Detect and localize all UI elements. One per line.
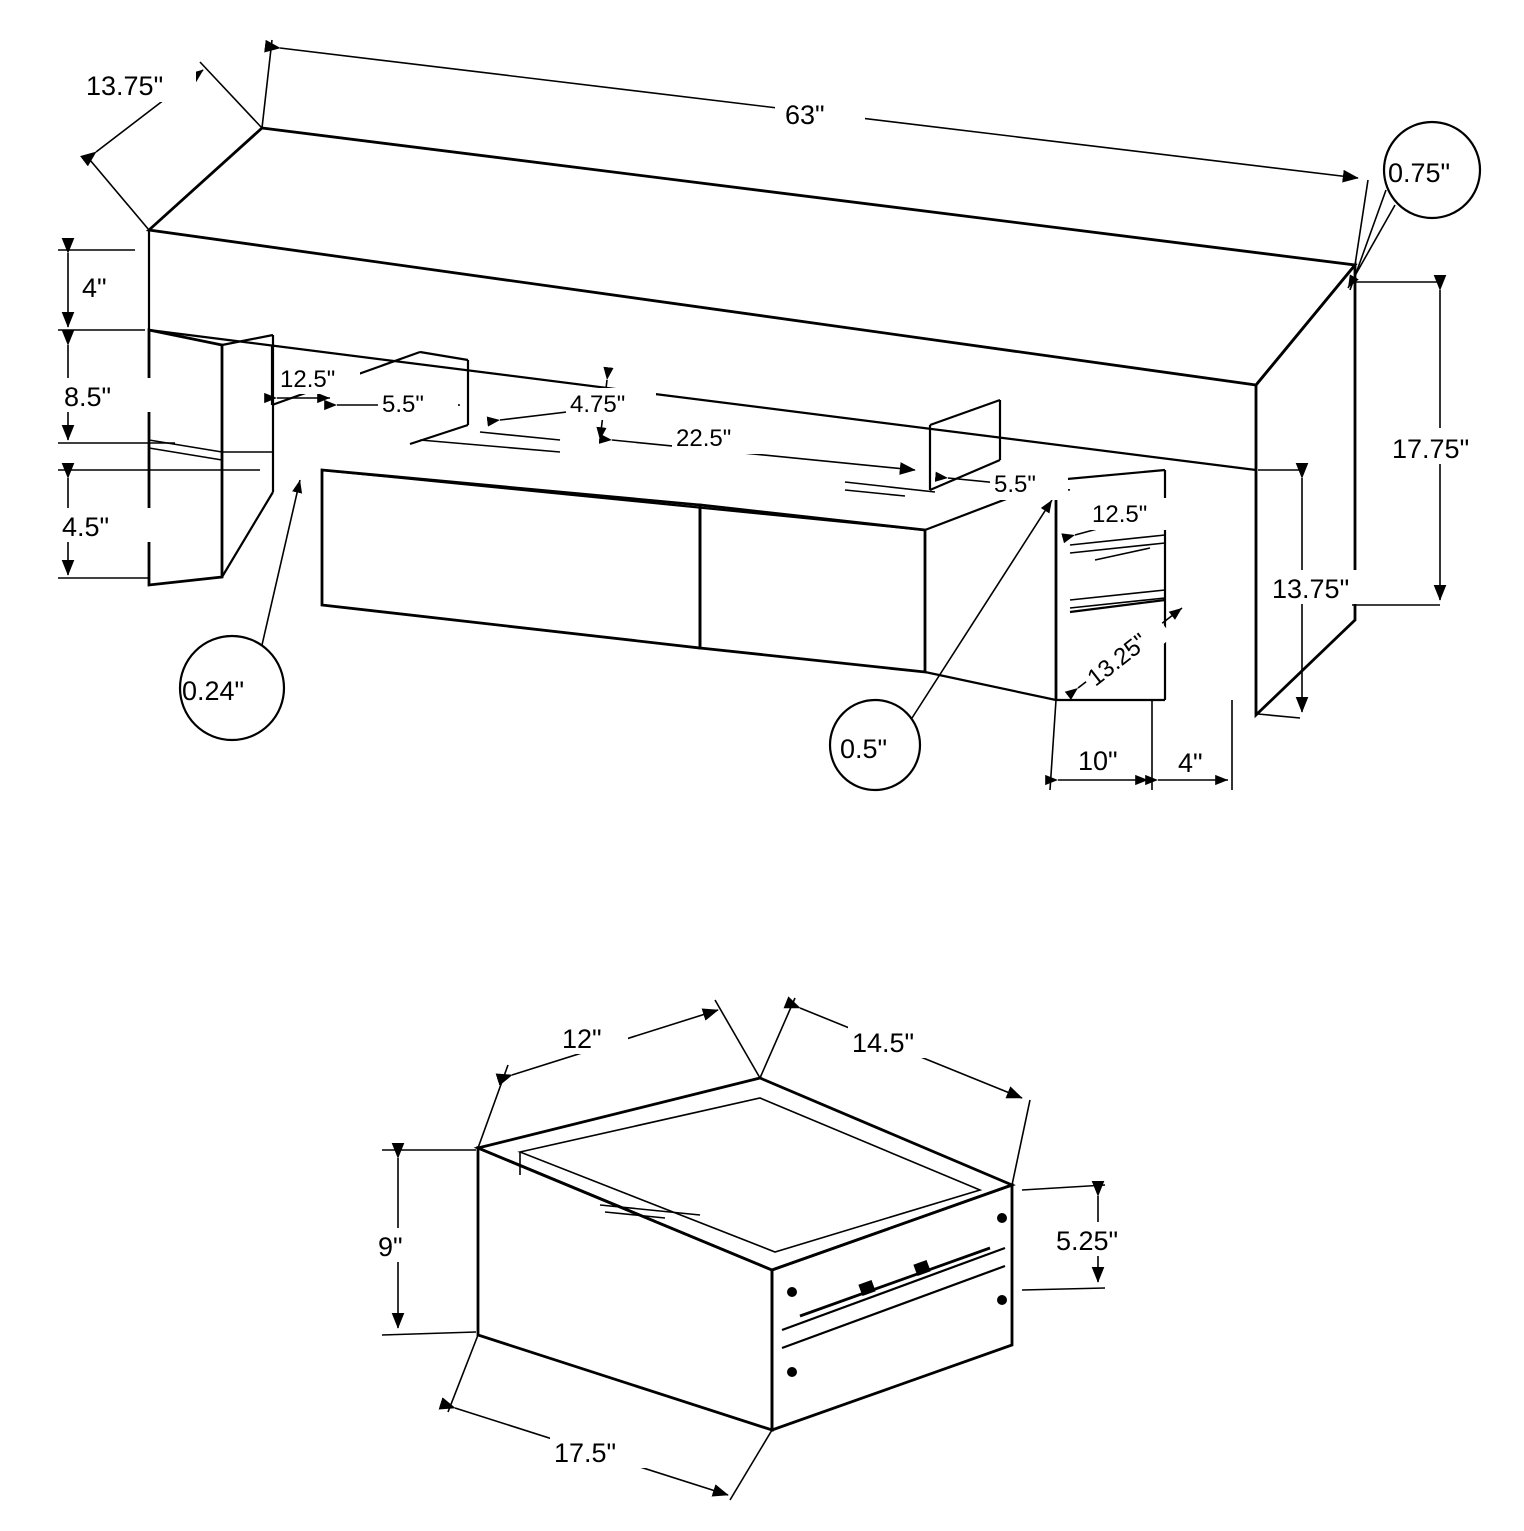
label-width-top: 63": [785, 100, 825, 130]
label-lower-section-height: 4.5": [62, 512, 110, 542]
label-shelf-depth-left: 12.5": [280, 366, 336, 393]
label-right-opening-width: 5.5": [994, 471, 1036, 498]
label-top-section-height: 4": [82, 273, 107, 303]
label-glass-thickness: 0.24": [182, 676, 245, 706]
label-lower-shelf-depth: 13.25": [1082, 628, 1154, 692]
label-shelf-depth-right: 12.5": [1092, 501, 1148, 528]
label-overall-height: 17.75": [1392, 434, 1470, 464]
label-panel-thickness: 0.75": [1388, 158, 1451, 188]
label-drawer-front-width: 17.5": [554, 1438, 617, 1468]
label-drawer-front-height: 9": [378, 1232, 403, 1262]
label-left-opening-width: 5.5": [382, 391, 424, 418]
label-side-compartment-width: 10": [1078, 746, 1118, 776]
label-drawer-side-depth: 12": [562, 1024, 602, 1054]
label-mid-section-height: 8.5": [64, 382, 112, 412]
label-drawer-inner-width: 14.5": [852, 1028, 915, 1058]
label-center-opening-width: 22.5": [676, 425, 732, 452]
label-drawer-box-height: 5.25": [1056, 1226, 1119, 1256]
label-drawer-front-offset: 4.75": [570, 391, 626, 418]
label-shelf-thickness: 0.5": [840, 734, 888, 764]
label-leg-width: 4": [1178, 748, 1203, 778]
label-depth-top-left: 13.75": [86, 71, 164, 101]
label-body-height: 13.75": [1272, 574, 1350, 604]
